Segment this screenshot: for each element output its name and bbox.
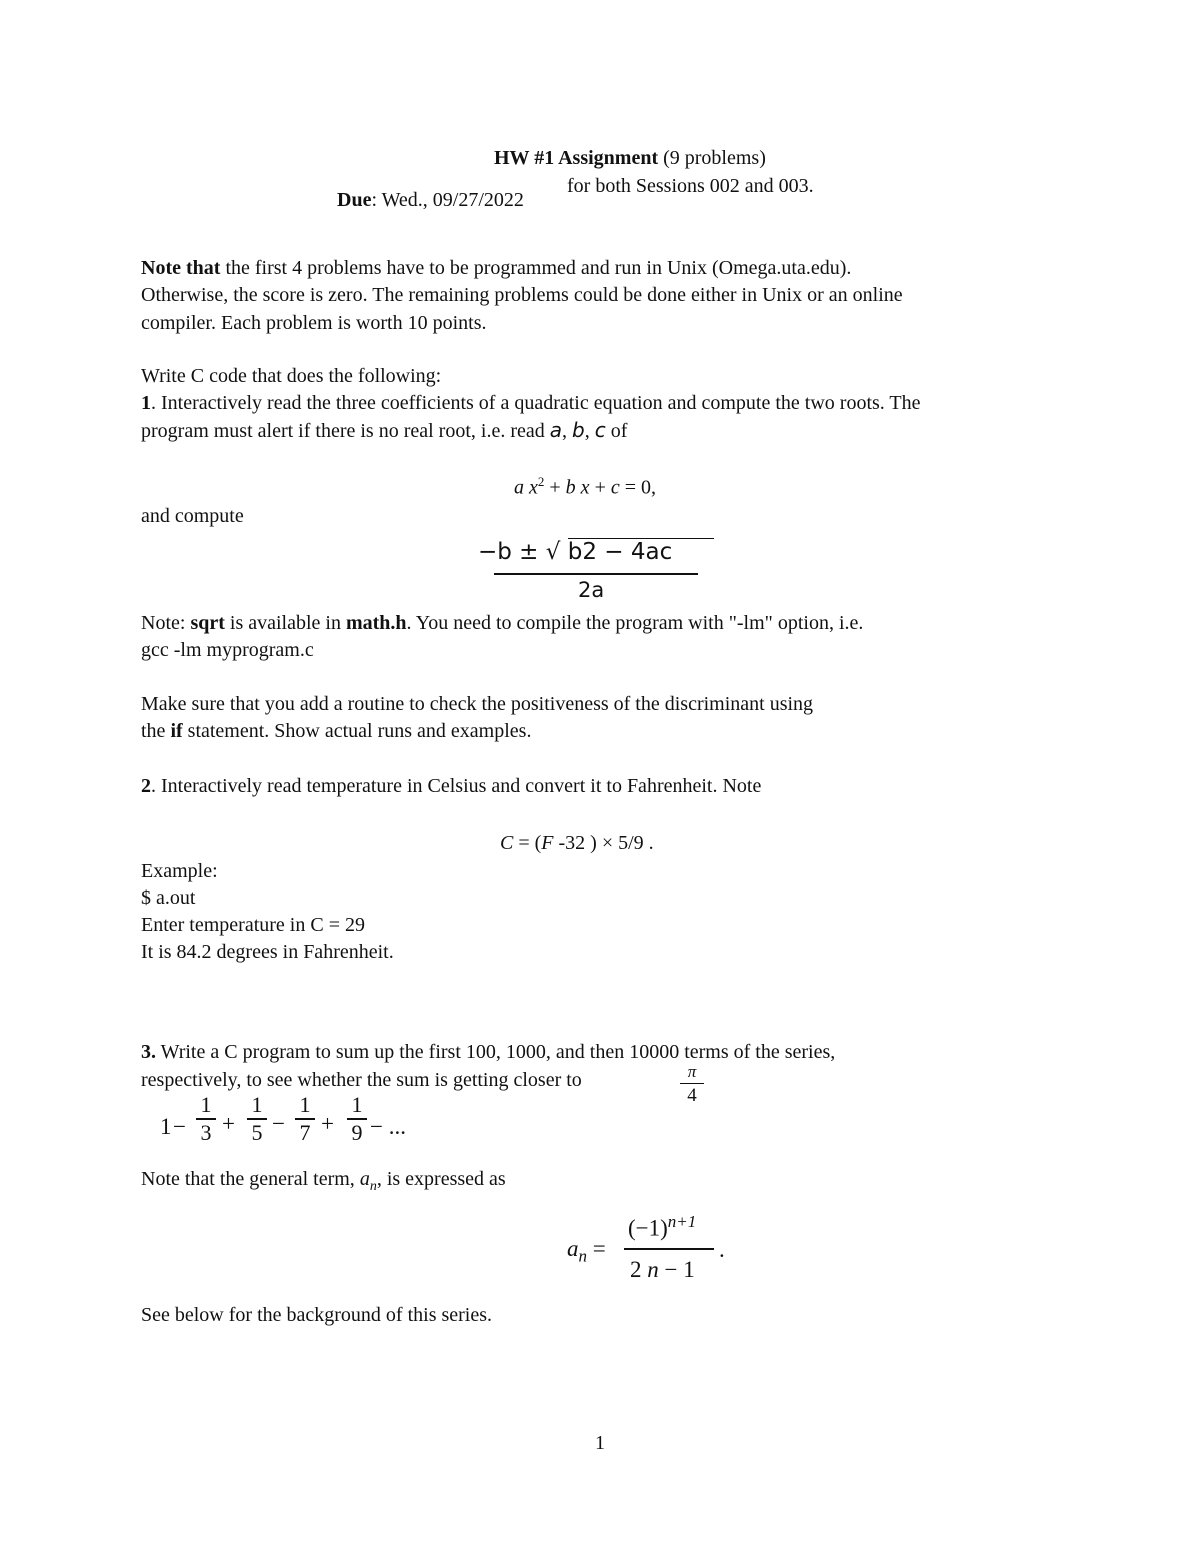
- due-line: [337, 188, 524, 212]
- an-lhs-a: a: [567, 1236, 579, 1261]
- p1-note-post: . You need to compile the program with "-lm" option, i.e.: [406, 612, 864, 634]
- an-lhs: [567, 1235, 606, 1267]
- series-num-4: 1: [351, 1092, 363, 1117]
- series-den-1: 3: [200, 1119, 212, 1145]
- general-term-line: [141, 1167, 506, 1196]
- title-rest: (9 problems): [663, 147, 766, 169]
- series-den-2: 5: [251, 1119, 263, 1145]
- an-subscript: n: [369, 1179, 377, 1194]
- note-text-1: the first 4 problems have to be programmed and run in Unix (Omega.uta.edu).: [225, 257, 852, 279]
- p1-number: 1: [141, 392, 151, 414]
- eq-x: x: [529, 476, 538, 499]
- p1-text-1: . Interactively read the three coefficients of a quadratic equation and compute the two roots. The: [151, 392, 921, 414]
- series-den-4: 9: [351, 1119, 363, 1145]
- p3-number: 3.: [141, 1041, 156, 1063]
- eq-a: a: [514, 476, 524, 499]
- page-number: 1: [595, 1432, 605, 1454]
- p2-line-1: [141, 774, 761, 798]
- p1-of: of: [610, 420, 628, 442]
- general-pre: Note that the general term,: [141, 1168, 355, 1190]
- eq-plus-1: +: [549, 476, 561, 499]
- an-den-n: n: [647, 1257, 659, 1282]
- quadratic-equation: [514, 474, 656, 500]
- title-bold: HW #1 Assignment: [494, 147, 659, 169]
- pi-numerator: π: [687, 1062, 697, 1081]
- note-bold: Note that: [141, 257, 221, 279]
- series-sign-3: −: [272, 1111, 285, 1136]
- var-a: a: [549, 418, 563, 442]
- series-one: [160, 1113, 172, 1141]
- due-value: : Wed., 09/27/2022: [371, 189, 524, 211]
- intro-text: Write C code that does the following:: [141, 365, 442, 387]
- cf-eq: = (: [518, 832, 542, 854]
- series-num-2: 1: [251, 1092, 263, 1117]
- formula-denominator: 2a: [578, 578, 605, 602]
- an-numerator: [628, 1212, 696, 1242]
- an-num-exp: n+1: [667, 1212, 697, 1231]
- series-num-3: 1: [299, 1092, 311, 1117]
- eq-c: c: [610, 476, 620, 499]
- series-num-1: 1: [200, 1092, 212, 1117]
- series-term-4: [347, 1092, 367, 1146]
- check-pre: the: [141, 720, 166, 742]
- series-sign-4: +: [321, 1111, 334, 1136]
- an-fraction-bar: [624, 1248, 714, 1250]
- pi-over-4: [680, 1062, 704, 1107]
- an-eq: =: [592, 1236, 606, 1261]
- note-line-1: [141, 256, 851, 280]
- due-label: Due: [337, 189, 372, 211]
- series-sign-2: +: [222, 1111, 235, 1136]
- see-below: See below for the background of this series.: [141, 1304, 493, 1326]
- cf-F: F: [541, 832, 554, 854]
- series-term-1: [196, 1092, 216, 1146]
- p1-line-2: program must alert if there is no real root, i.e. read a, b, c of: [141, 418, 628, 442]
- p1-note-line: [141, 611, 863, 635]
- p2-number: 2: [141, 775, 151, 797]
- sessions-text: for both Sessions 002 and 003.: [567, 175, 814, 197]
- eq-b: b: [565, 476, 576, 499]
- p3-line-2: respectively, to see whether the sum is getting closer to: [141, 1069, 582, 1091]
- example-line-3: It is 84.2 degrees in Fahrenheit.: [141, 941, 394, 963]
- formula-sqrt-overline: [568, 538, 714, 539]
- if-keyword: if: [170, 720, 183, 742]
- cf-rest: -32 ) × 5/9 .: [558, 832, 654, 854]
- gcc-command: gcc -lm myprogram.c: [141, 639, 314, 661]
- series-den-3: 7: [299, 1119, 311, 1145]
- p3-text-1: Write a C program to sum up the first 100, 1000, and then 10000 terms of the series,: [156, 1041, 836, 1063]
- series-term-2: [247, 1092, 267, 1146]
- series-sign-1: −: [173, 1114, 186, 1139]
- general-post: , is expressed as: [376, 1168, 506, 1190]
- p1-check-line-2: [141, 719, 531, 743]
- example-line-2: Enter temperature in C = 29: [141, 914, 365, 936]
- var-c: c: [594, 418, 606, 442]
- an-num-base: (−1): [628, 1215, 668, 1241]
- celsius-formula: [500, 831, 654, 855]
- pi-fraction-bar: [680, 1083, 704, 1084]
- var-b: b: [572, 418, 585, 442]
- p1-text-2: program must alert if there is no real root, i.e. read: [141, 420, 545, 442]
- series-one-value: 1: [160, 1114, 172, 1139]
- cf-C: C: [500, 832, 514, 854]
- an-lhs-n: n: [578, 1246, 587, 1266]
- note-line-3: compiler. Each problem is worth 10 points.: [141, 312, 487, 334]
- check-post: statement. Show actual runs and examples.: [187, 720, 532, 742]
- p2-text-1: . Interactively read temperature in Celsius and convert it to Fahrenheit. Note: [151, 775, 762, 797]
- eq-x-2: x: [580, 476, 590, 499]
- and-compute: and compute: [141, 505, 244, 527]
- sqrt-keyword: sqrt: [190, 612, 225, 634]
- an-dot: .: [719, 1237, 725, 1262]
- example-label: Example:: [141, 860, 218, 882]
- p1-note-pre: Note:: [141, 612, 186, 634]
- page-title: [494, 146, 766, 170]
- eq-exp: 2: [537, 474, 545, 489]
- formula-fraction-bar: [494, 573, 698, 575]
- example-line-1: $ a.out: [141, 887, 196, 909]
- eq-plus-2: +: [594, 476, 606, 499]
- series-term-3: [295, 1092, 315, 1146]
- formula-numerator: −b ± √ b2 − 4ac: [478, 539, 673, 565]
- mathh-keyword: math.h: [345, 612, 407, 634]
- an-den-post: − 1: [664, 1257, 695, 1282]
- p1-check-line-1: Make sure that you add a routine to check the positiveness of the discriminant using: [141, 693, 814, 715]
- an-den-pre: 2: [630, 1257, 642, 1282]
- p1-note-mid: is available in: [229, 612, 341, 634]
- p3-line-1: [141, 1040, 835, 1064]
- p1-line-1: [141, 391, 921, 415]
- eq-zero: = 0,: [624, 476, 657, 499]
- note-line-2: Otherwise, the score is zero. The remaining problems could be done either in Unix or an online: [141, 284, 903, 306]
- pi-denominator: 4: [687, 1085, 697, 1106]
- an-symbol: a: [359, 1168, 370, 1190]
- an-denominator: [630, 1256, 695, 1284]
- series-tail: − ...: [370, 1114, 406, 1139]
